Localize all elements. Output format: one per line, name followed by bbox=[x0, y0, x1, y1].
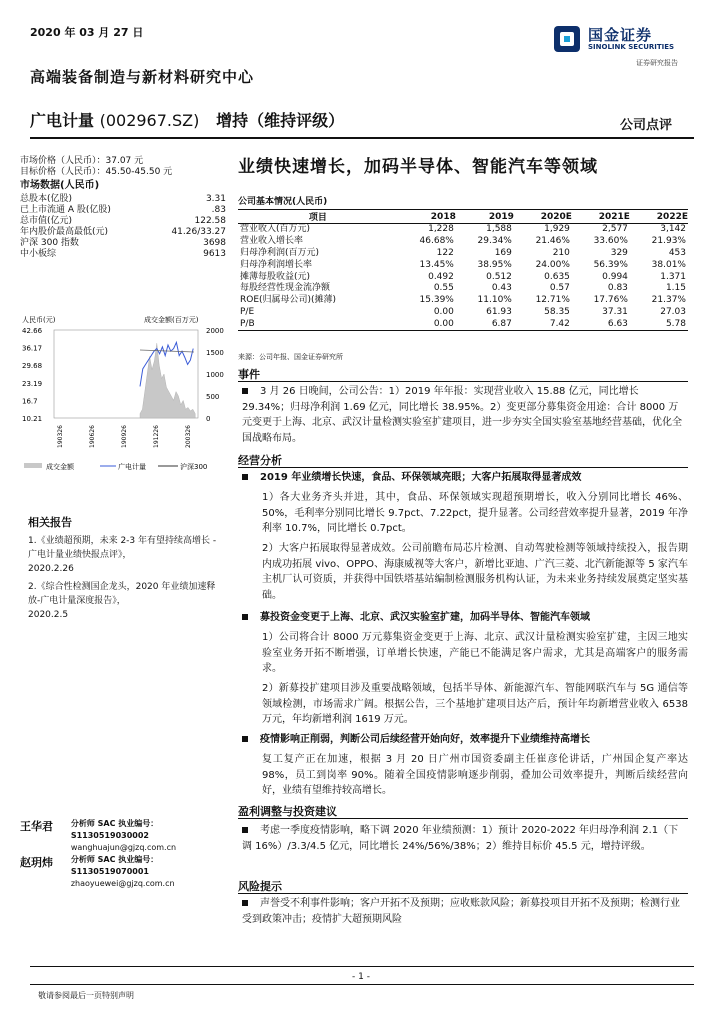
table-cell: 33.60% bbox=[593, 235, 628, 246]
market-key: 年内股价最高最低(元) bbox=[20, 227, 109, 237]
bullet-icon bbox=[242, 827, 248, 833]
table-cell: 56.39% bbox=[593, 259, 628, 270]
table-row bbox=[238, 283, 688, 295]
table-row bbox=[238, 224, 688, 236]
table-cell: 0.492 bbox=[428, 271, 454, 282]
right-tick-label: 500 bbox=[206, 393, 220, 401]
analyst-card bbox=[20, 854, 232, 890]
column-header: 2019 bbox=[456, 210, 514, 224]
company-logo bbox=[552, 22, 692, 62]
analyst-email[interactable]: zhaoyuewei@gjzq.com.cn bbox=[70, 879, 175, 888]
table-cell: 0.512 bbox=[486, 271, 512, 282]
market-row bbox=[20, 249, 226, 260]
logo-text: 国金证券 bbox=[588, 26, 653, 44]
column-header: 项目 bbox=[238, 210, 398, 224]
table-cell: 13.45% bbox=[419, 259, 454, 270]
market-key: 中小板综 bbox=[20, 249, 57, 259]
paragraph: 2）新募投扩建项目涉及重要战略领域，包括半导体、新能源汽车、智能网联汽车与 5G 通信等领域检测，市场需求广阔。根据公告，三个基地扩建项目达产后，预计年均新增营业收入 6538 万元，年均新增利润 1619 万元。 bbox=[262, 683, 688, 725]
table-cell: 7.42 bbox=[514, 319, 572, 331]
market-value: .83 bbox=[211, 205, 226, 215]
table-cell: 2,577 bbox=[602, 224, 628, 235]
table-cell: 11.10% bbox=[477, 295, 512, 306]
x-tick-label: 190626 bbox=[89, 425, 96, 448]
logo-mark-icon bbox=[552, 24, 582, 54]
footer-divider bbox=[30, 984, 694, 985]
table-cell: 3,142 bbox=[660, 224, 686, 235]
table-cell: 27.03 bbox=[660, 307, 686, 318]
market-key: 已上市流通 A 股(亿股) bbox=[20, 205, 111, 215]
table-cell: 营业收入增长率 bbox=[240, 235, 304, 246]
column-header: 2021E bbox=[572, 210, 630, 224]
right-tick-label: 1500 bbox=[206, 349, 224, 357]
table-cell: 1,228 bbox=[428, 224, 454, 235]
section-risk: 风险提示 bbox=[238, 880, 282, 893]
financial-table bbox=[238, 210, 688, 331]
table-cell: 6.87 bbox=[456, 319, 514, 331]
market-value: 122.58 bbox=[194, 216, 226, 226]
table-cell: 0.57 bbox=[549, 283, 570, 294]
analyst-email[interactable]: wanghuajun@gjzq.com.cn bbox=[70, 843, 177, 852]
right-tick-label: 1000 bbox=[206, 371, 224, 379]
report-date: 2020 年 03 月 27 日 bbox=[30, 26, 144, 39]
left-tick-label: 23.19 bbox=[22, 379, 43, 388]
table-cell: 每股经营性现金流净额 bbox=[240, 283, 331, 294]
table-cell: 5.78 bbox=[630, 319, 688, 331]
risk-bullet: 声誉受不利事件影响；客户开拓不及预期；应收账款风险；新募投项目开拓不及预期；检测行业受到政策冲击；疫情扩大超预期风险 bbox=[242, 898, 680, 925]
table-cell: 0.635 bbox=[544, 271, 570, 282]
point-title: 疫情影响正削弱，判断公司后续经营开始向好，效率提升下业绩维持高增长 bbox=[242, 732, 688, 748]
table-title: 公司基本情况(人民币) bbox=[238, 194, 688, 210]
market-row bbox=[20, 194, 226, 205]
table-cell: 12.71% bbox=[535, 295, 570, 306]
table-cell: 169 bbox=[494, 247, 512, 258]
x-tick-label: 190326 bbox=[57, 425, 64, 448]
x-tick-label: 190926 bbox=[121, 425, 128, 448]
table-cell: 摊薄每股收益(元) bbox=[240, 271, 311, 282]
market-row bbox=[20, 238, 226, 249]
column-header: 2020E bbox=[514, 210, 572, 224]
table-cell: 1,929 bbox=[544, 224, 570, 235]
table-cell: 营业收入(百万元) bbox=[240, 224, 311, 235]
table-cell: 0.00 bbox=[433, 307, 454, 318]
table-cell: 210 bbox=[552, 247, 570, 258]
table-cell: 24.00% bbox=[535, 259, 570, 270]
report-type: 公司点评 bbox=[620, 118, 673, 133]
price-chart bbox=[20, 312, 226, 478]
column-header: 2018 bbox=[398, 210, 456, 224]
related-title: 相关报告 bbox=[28, 516, 72, 529]
table-row bbox=[238, 319, 688, 331]
table-cell: 46.68% bbox=[419, 235, 454, 246]
divider bbox=[238, 818, 688, 819]
right-tick-label: 2000 bbox=[206, 327, 224, 335]
table-cell: P/E bbox=[240, 307, 255, 318]
market-row bbox=[20, 227, 226, 238]
divider bbox=[238, 893, 688, 894]
stock-code: (002967.SZ) bbox=[99, 111, 200, 130]
right-tick-label: 0 bbox=[206, 415, 211, 423]
table-cell: 1.371 bbox=[660, 271, 686, 282]
paragraph: 1）各大业务齐头并进，其中，食品、环保领域实现超预期增长，收入分别同比增长 46%、50%，毛利率分别同比增长 9.7pct、7.22pct，提升显著。公司经营效率提升显著，2019 年净利率 10.7%，同比增长 0.7pct。 bbox=[262, 492, 688, 534]
company-name: 广电计量 bbox=[30, 111, 95, 130]
analyst-id: 分析师 SAC 执业编号：S1130519070001 bbox=[70, 855, 159, 876]
table-cell: 38.01% bbox=[651, 259, 686, 270]
event-bullet: 3 月 26 日晚间，公司公告：1）2019 年年报：实现营业收入 15.88 亿元，同比增长 29.34%；归母净利润 1.69 亿元，同比增长 38.95%。2）变更部分募集资金用途：合计 8000 万元变更于上海、北京、武汉计量检测实验室扩建项目，进一步夯实全国实验室基地经营基础，优化全国战略布局。 bbox=[242, 386, 682, 444]
price-row: 市场价格（人民币）：37.07 元 bbox=[20, 156, 144, 166]
section-event: 事件 bbox=[238, 368, 260, 381]
footer-disclaimer: 敬请参阅最后一页特别声明 bbox=[38, 991, 134, 1000]
x-tick-label: 200326 bbox=[185, 425, 192, 448]
table-cell: 37.31 bbox=[602, 307, 628, 318]
target-row: 目标价格（人民币）：45.50-45.50 元 bbox=[20, 167, 173, 177]
table-row bbox=[238, 307, 688, 319]
table-cell: 15.39% bbox=[419, 295, 454, 306]
divider bbox=[238, 381, 688, 382]
related-item[interactable]: 2.《综合性检测国企龙头，2020 年业绩加速释放-广电计量深度报告》， 2020.2.5 bbox=[28, 582, 216, 620]
table-row bbox=[238, 259, 688, 271]
market-key: 总市值(亿元) bbox=[20, 216, 73, 226]
table-cell: 29.34% bbox=[477, 235, 512, 246]
table-cell: 6.63 bbox=[572, 319, 630, 331]
page-number: - 1 - bbox=[352, 972, 370, 982]
analyst-name: 赵玥炜 bbox=[20, 856, 53, 869]
market-row bbox=[20, 216, 226, 227]
related-item[interactable]: 1.《业绩超预期，未来 2-3 年有望持续高增长 - 广电计量业绩快报点评》， 2020.2.26 bbox=[28, 536, 217, 574]
table-cell: 329 bbox=[610, 247, 628, 258]
market-value: 41.26/33.27 bbox=[171, 227, 226, 237]
paragraph: 2）大客户拓展取得显著成效。公司前瞻布局芯片检测、自动驾驶检测等领域持续投入，报告期内成功拓展 vivo、OPPO、海康威视等大客户，新增比亚迪、广汽三菱、北汽新能源等 5 家汽车主机厂认可资质，并获得中国铁塔基站编制检测服务机构认证，为未来业务持续发展奠定坚实基础。 bbox=[262, 543, 688, 601]
table-cell: 17.76% bbox=[593, 295, 628, 306]
table-cell: 453 bbox=[668, 247, 686, 258]
research-center: 高端装备制造与新材料研究中心 bbox=[30, 68, 255, 86]
table-cell: 21.46% bbox=[535, 235, 570, 246]
legend-stock: 广电计量 bbox=[118, 463, 146, 471]
left-tick-label: 16.7 bbox=[22, 397, 38, 406]
market-value: 9613 bbox=[203, 249, 226, 259]
volume-area bbox=[140, 343, 195, 418]
section-forecast: 盈利调整与投资建议 bbox=[238, 805, 337, 818]
legend-volume-swatch bbox=[24, 463, 42, 468]
bullet-icon bbox=[242, 736, 248, 742]
table-cell: 61.93 bbox=[486, 307, 512, 318]
market-row bbox=[20, 205, 226, 216]
table-cell: 0.55 bbox=[433, 283, 454, 294]
left-tick-label: 10.21 bbox=[22, 415, 43, 423]
table-cell: 21.93% bbox=[651, 235, 686, 246]
paragraph: 1）公司将合计 8000 万元募集资金变更于上海、北京、武汉计量检测实验室扩建，主因三地实验室业务开拓不断增强，订单增长快速，产能已不能满足客户需求，尤其是高端客户的服务需求。 bbox=[262, 632, 688, 674]
point-title: 2019 年业绩增长快速，食品、环保领域亮眼；大客户拓展取得显著成效 bbox=[242, 470, 688, 486]
forecast-bullet: 考虑一季度疫情影响，略下调 2020 年业绩预测：1）预计 2020-2022 年归母净利润 2.1（下调 16%）/3.3/4.5 亿元，同比增长 24%/56%/38%；2）维持目标价 45.5 元，增持评级。 bbox=[242, 825, 679, 852]
table-row bbox=[238, 271, 688, 283]
legend-index: 沪深300 bbox=[180, 463, 208, 471]
left-tick-label: 36.17 bbox=[22, 344, 43, 353]
market-section-title: 市场数据(人民币) bbox=[20, 180, 100, 191]
table-cell: 1.15 bbox=[665, 283, 686, 294]
bullet-icon bbox=[242, 388, 248, 394]
column-header: 2022E bbox=[630, 210, 688, 224]
table-row bbox=[238, 295, 688, 307]
logo-english: SINOLINK SECURITIES bbox=[588, 43, 675, 51]
table-cell: 归母净利润(百万元) bbox=[240, 247, 320, 258]
table-cell: 归母净利润增长率 bbox=[240, 259, 313, 270]
left-tick-label: 29.68 bbox=[22, 362, 43, 371]
table-cell: 0.83 bbox=[607, 283, 628, 294]
analyst-card bbox=[20, 818, 232, 854]
analyst-id: 分析师 SAC 执业编号：S1130519030002 bbox=[70, 819, 159, 840]
table-source: 来源：公司年报、国金证券研究所 bbox=[238, 353, 343, 361]
table-cell: 122 bbox=[436, 247, 454, 258]
footer-divider bbox=[30, 966, 694, 967]
market-data bbox=[20, 156, 226, 260]
section-analysis: 经营分析 bbox=[238, 454, 282, 467]
table-row bbox=[238, 247, 688, 259]
market-value: 3.31 bbox=[205, 194, 226, 204]
analyst-name: 王华君 bbox=[20, 820, 53, 833]
table-cell: 0.00 bbox=[398, 319, 456, 331]
right-axis-title: 成交金额(百万元) bbox=[144, 316, 199, 324]
related-reports bbox=[28, 516, 224, 622]
table-cell: ROE(归属母公司)(摊薄) bbox=[240, 295, 337, 306]
market-value: 3698 bbox=[203, 238, 226, 248]
bullet-icon bbox=[242, 474, 248, 480]
divider bbox=[238, 467, 688, 468]
header-divider bbox=[30, 137, 694, 139]
paragraph: 复工复产正在加速，根据 3 月 20 日广州市国资委副主任崔彦伦讲话，广州国企复产率达 98%，员工到岗率 90%。随着全国疫情影响逐步削弱，叠加公司效率提升，判断后续经营向好，业绩有望维持较高增长。 bbox=[262, 754, 688, 796]
left-axis-title: 人民币(元) bbox=[22, 316, 56, 324]
table-cell: 1,588 bbox=[486, 224, 512, 235]
table-cell: P/B bbox=[238, 319, 398, 331]
stock-title bbox=[30, 108, 344, 131]
bullet-icon bbox=[242, 900, 248, 906]
x-tick-label: 191226 bbox=[153, 425, 160, 448]
rating: 增持（维持评级） bbox=[216, 111, 345, 130]
report-kind: 证券研究报告 bbox=[636, 59, 678, 67]
table-cell: 38.95% bbox=[477, 259, 512, 270]
legend-volume: 成交金额 bbox=[46, 463, 74, 471]
table-cell: 0.43 bbox=[491, 283, 512, 294]
headline: 业绩快速增长，加码半导体、智能汽车等领域 bbox=[238, 157, 598, 177]
table-cell: 21.37% bbox=[651, 295, 686, 306]
table-cell: 0.994 bbox=[602, 271, 628, 282]
table-cell: 58.35 bbox=[544, 307, 570, 318]
market-key: 沪深 300 指数 bbox=[20, 238, 79, 248]
market-key: 总股本(亿股) bbox=[20, 194, 73, 204]
bullet-icon bbox=[242, 614, 248, 620]
table-row bbox=[238, 235, 688, 247]
point-title: 募投资金变更于上海、北京、武汉实验室扩建，加码半导体、智能汽车领域 bbox=[242, 610, 688, 626]
left-tick-label: 42.66 bbox=[22, 327, 43, 335]
